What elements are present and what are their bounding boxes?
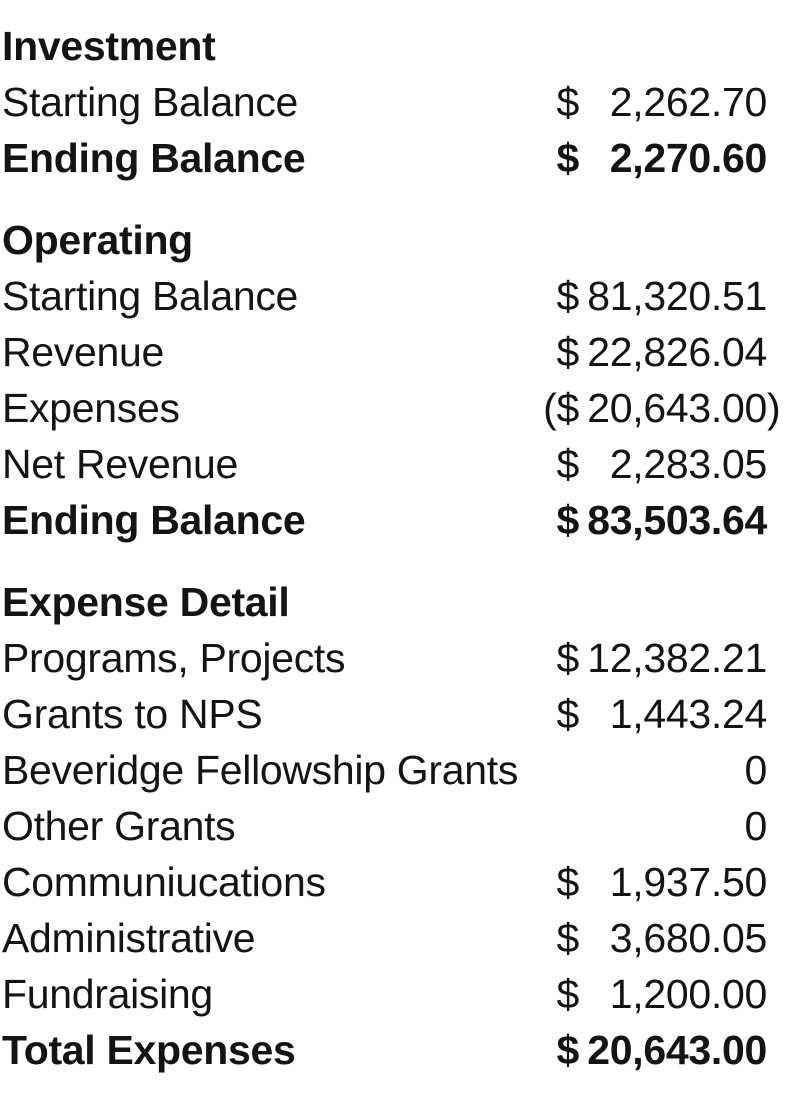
amount-value: 2,270.60 <box>609 135 767 181</box>
amount-value: 1,937.50 <box>609 859 767 905</box>
row-label: Other Grants <box>2 803 236 849</box>
table-row <box>2 798 780 854</box>
section-expense-detail <box>2 574 780 1078</box>
currency-symbol: ($ <box>543 385 579 431</box>
currency-symbol: $ <box>556 329 579 375</box>
section-title: Expense Detail <box>2 579 290 625</box>
row-label: Grants to NPS <box>2 691 263 737</box>
section-heading-row <box>2 212 780 268</box>
currency-symbol: $ <box>556 79 579 125</box>
table-row <box>2 966 780 1022</box>
table-row <box>2 686 780 742</box>
section-investment <box>2 18 780 186</box>
table-row <box>2 742 780 798</box>
table-row <box>2 436 780 492</box>
row-label: Revenue <box>2 329 165 375</box>
section-heading-row <box>2 574 780 630</box>
row-label: Ending Balance <box>2 135 306 181</box>
amount-value: 2,283.05 <box>609 441 767 487</box>
currency-symbol: $ <box>556 915 579 961</box>
section-operating <box>2 212 780 548</box>
amount-value: 2,262.70 <box>609 79 767 125</box>
table-row <box>2 268 780 324</box>
section-title: Operating <box>2 217 193 263</box>
currency-symbol: $ <box>556 635 579 681</box>
amount-value: 20,643.00 <box>587 385 767 431</box>
amount-value: 20,643.00 <box>587 1027 767 1073</box>
currency-symbol: $ <box>556 497 579 543</box>
row-label: Beveridge Fellowship Grants <box>2 747 519 793</box>
row-label: Expenses <box>2 385 180 431</box>
table-row <box>2 910 780 966</box>
currency-symbol: $ <box>556 135 579 181</box>
amount-value: 12,382.21 <box>587 635 767 681</box>
financial-summary <box>2 18 780 1078</box>
paren-close: ) <box>767 385 781 431</box>
table-row <box>2 130 780 186</box>
amount-value: 83,503.64 <box>587 497 767 543</box>
row-label: Programs, Projects <box>2 635 346 681</box>
row-label: Total Expenses <box>2 1027 296 1073</box>
table-row <box>2 380 780 436</box>
amount-value: 1,443.24 <box>609 691 767 737</box>
row-label: Ending Balance <box>2 497 306 543</box>
currency-symbol: $ <box>556 691 579 737</box>
table-row <box>2 854 780 910</box>
row-label: Administrative <box>2 915 256 961</box>
amount-value: 81,320.51 <box>587 273 767 319</box>
table-row <box>2 1022 780 1078</box>
amount-value: 0 <box>744 747 767 793</box>
section-title: Investment <box>2 23 216 69</box>
currency-symbol: $ <box>556 273 579 319</box>
amount-value: 1,200.00 <box>609 971 767 1017</box>
currency-symbol: $ <box>556 1027 579 1073</box>
table-row <box>2 492 780 548</box>
amount-value: 0 <box>744 803 767 849</box>
row-label: Starting Balance <box>2 273 299 319</box>
section-heading-row <box>2 18 780 74</box>
row-label: Starting Balance <box>2 79 299 125</box>
table-row <box>2 324 780 380</box>
row-label: Net Revenue <box>2 441 239 487</box>
currency-symbol: $ <box>556 859 579 905</box>
amount-value: 3,680.05 <box>609 915 767 961</box>
row-label: Fundraising <box>2 971 213 1017</box>
currency-symbol: $ <box>556 441 579 487</box>
table-row <box>2 630 780 686</box>
table-row <box>2 74 780 130</box>
currency-symbol: $ <box>556 971 579 1017</box>
row-label: Communiucations <box>2 859 326 905</box>
amount-value: 22,826.04 <box>587 329 767 375</box>
